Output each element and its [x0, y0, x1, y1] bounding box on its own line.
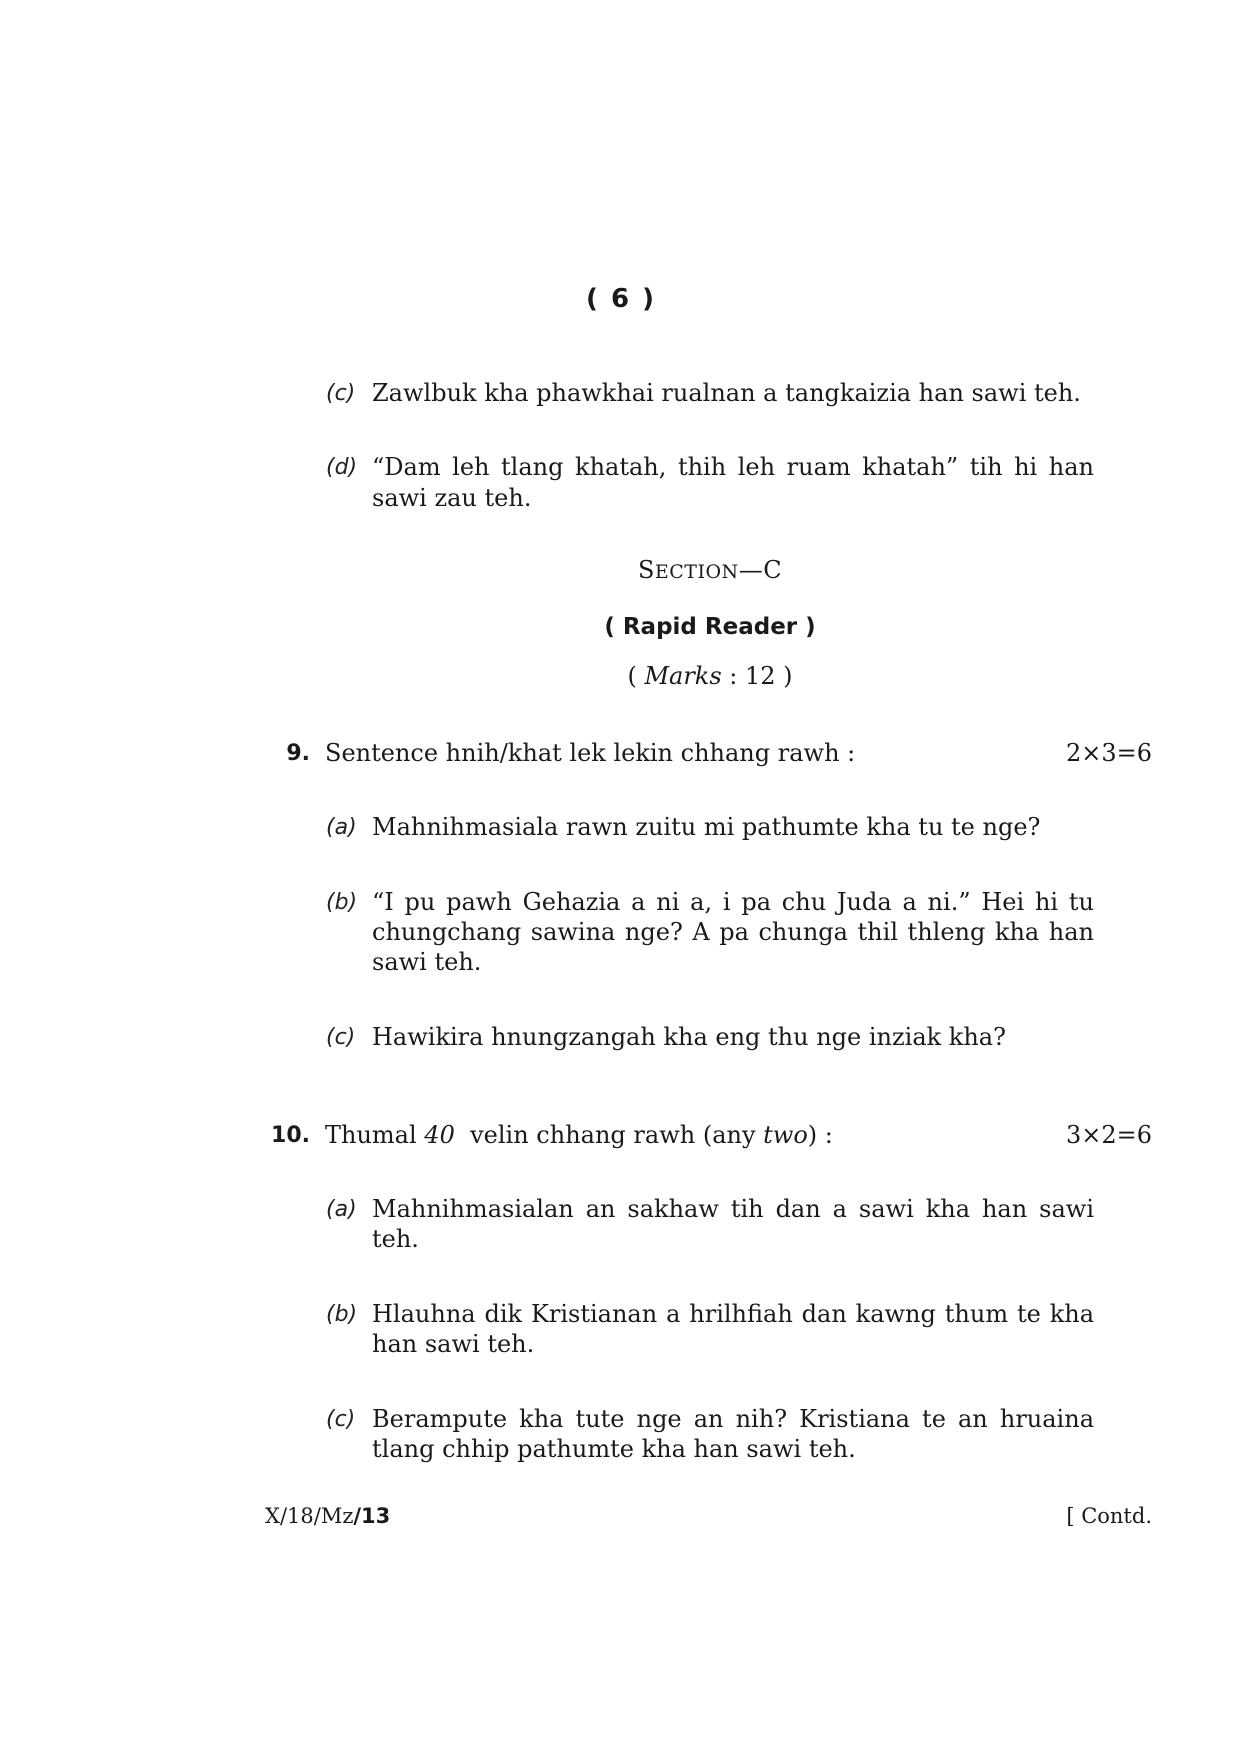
paper-code: X/18/Mz/13 [265, 1504, 391, 1528]
item-text-line: Mahnihmasialan an sakhaw tih dan a sawi kha han sawi [372, 1195, 1094, 1223]
item-text-line: sawi teh. [372, 948, 482, 976]
item-label: (b) [326, 1302, 358, 1327]
item-text-line: chungchang sawina nge? A pa chunga thil thleng kha han [372, 918, 1094, 946]
continued-note: [ Contd. [1066, 1504, 1152, 1528]
item-text-line: “I pu pawh Gehazia a ni a, i pa chu Juda a ni.” Hei hi tu [372, 888, 1094, 916]
item-text-line: Berampute kha tute nge an nih? Kristiana te an hruaina [372, 1405, 1094, 1433]
item-label: (c) [326, 1407, 356, 1432]
question-marks: 3×2=6 [1065, 1121, 1152, 1149]
item-text: Mahnihmasiala rawn zuitu mi pathumte kha tu te nge? [372, 813, 1041, 841]
question-text: Thumal 40 velin chhang rawh (any two) : [325, 1121, 833, 1149]
item-label: (a) [326, 815, 357, 840]
item-text-line: “Dam leh tlang khatah, thih leh ruam khatah” tih hi han [372, 453, 1094, 481]
item-label: (b) [326, 890, 358, 915]
item-label: (c) [326, 1025, 356, 1050]
question-number: 9. [286, 741, 310, 766]
item-text-line: teh. [372, 1225, 419, 1253]
question-text: Sentence hnih/khat lek lekin chhang rawh : [325, 739, 856, 767]
item-label: (a) [326, 1197, 357, 1222]
question-number: 10. [271, 1123, 310, 1148]
page-number: ( 6 ) [586, 284, 656, 314]
item-label: (c) [326, 381, 356, 406]
item-label: (d) [326, 455, 358, 480]
item-text-line: Hlauhna dik Kristianan a hrilhfiah dan kawng thum te kha [372, 1300, 1094, 1328]
item-text: Hawikira hnungzangah kha eng thu nge inziak kha? [372, 1023, 1006, 1051]
section-marks: ( Marks : 12 ) [627, 662, 793, 690]
item-text-line: han sawi teh. [372, 1330, 535, 1358]
section-subtitle: ( Rapid Reader ) [604, 614, 816, 640]
item-text-line: tlang chhip pathumte kha han sawi teh. [372, 1435, 856, 1463]
item-text: Zawlbuk kha phawkhai rualnan a tangkaizia han sawi teh. [372, 379, 1081, 407]
item-text-line: sawi zau teh. [372, 484, 532, 512]
question-marks: 2×3=6 [1065, 739, 1152, 767]
section-title: SECTION—C [637, 556, 783, 584]
